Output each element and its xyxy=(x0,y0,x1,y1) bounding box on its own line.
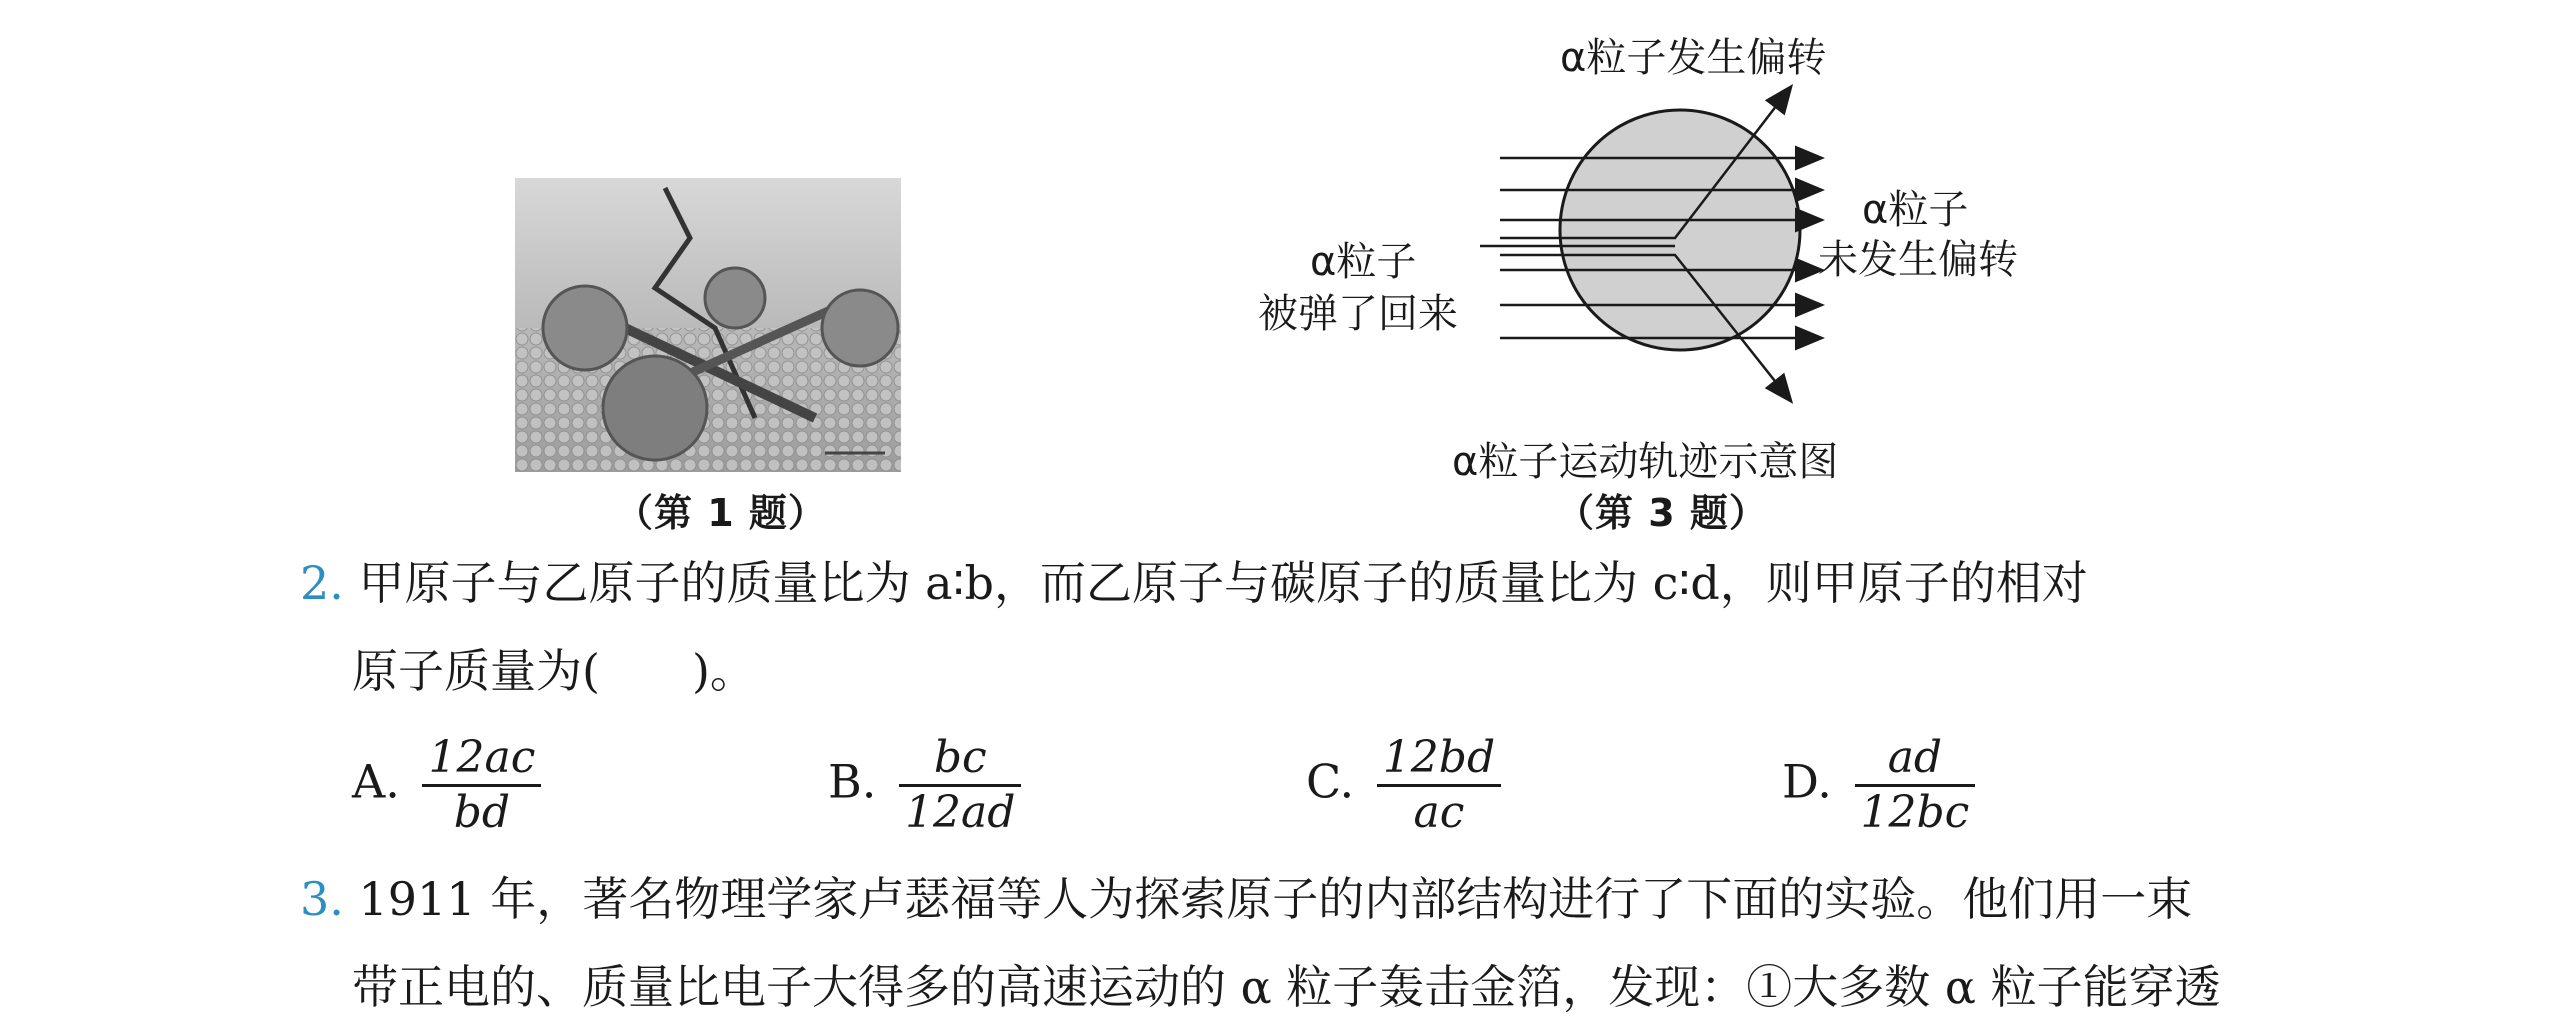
option-c-numerator: 12bd xyxy=(1377,732,1501,787)
option-d-fraction xyxy=(1855,732,1976,839)
question-3-line1 xyxy=(300,868,2192,930)
passed-label-line2: 未发生偏转 xyxy=(1818,237,2018,283)
option-a-denominator: bd xyxy=(453,787,511,838)
question-2-line1 xyxy=(300,552,2088,614)
option-d-numerator: ad xyxy=(1855,732,1976,787)
option-a-fraction xyxy=(422,732,541,839)
figure1-photo xyxy=(515,178,901,472)
question-2-text: 甲原子与乙原子的质量比为 a∶b，而乙原子与碳原子的质量比为 c∶d，则甲原子的相对 xyxy=(358,556,2088,610)
passed-label-line1: α粒子 xyxy=(1862,187,1969,233)
option-c-fraction xyxy=(1377,732,1501,839)
option-b-denominator: 12ad xyxy=(905,787,1016,838)
bounced-label-line2: 被弹了回来 xyxy=(1258,291,1458,337)
molecule-image xyxy=(515,178,901,472)
option-d[interactable] xyxy=(1782,732,1975,839)
diagram-title: α粒子运动轨迹示意图 xyxy=(1452,439,1839,485)
bounced-label-line1: α粒子 xyxy=(1310,239,1417,285)
option-b[interactable] xyxy=(828,732,1021,839)
figure1-caption: （第 1 题） xyxy=(615,491,827,535)
question-3-line2: 带正电的、质量比电子大得多的高速运动的 α 粒子轰击金箔，发现：①大多数 α 粒子能穿透 xyxy=(352,960,2221,1014)
question-3-number: 3. xyxy=(300,872,344,926)
option-a-numerator: 12ac xyxy=(422,732,541,787)
option-d-denominator: 12bc xyxy=(1860,787,1970,838)
option-c[interactable] xyxy=(1306,732,1501,839)
option-c-letter: C. xyxy=(1306,754,1355,809)
figure3-caption: （第 3 题） xyxy=(1556,491,1768,535)
question-2-line2: 原子质量为( )。 xyxy=(352,644,756,698)
option-d-letter: D. xyxy=(1782,754,1832,809)
option-a[interactable] xyxy=(352,732,541,839)
option-c-denominator: ac xyxy=(1413,787,1465,838)
question-2-number: 2. xyxy=(300,556,344,610)
question-3-text: 1911 年，著名物理学家卢瑟福等人为探索原子的内部结构进行了下面的实验。他们用一束 xyxy=(358,872,2193,926)
deflected-label: α粒子发生偏转 xyxy=(1560,35,1827,81)
option-a-letter: A. xyxy=(352,754,400,809)
option-b-numerator: bc xyxy=(899,732,1021,787)
option-b-fraction xyxy=(899,732,1021,839)
option-b-letter: B. xyxy=(828,754,877,809)
